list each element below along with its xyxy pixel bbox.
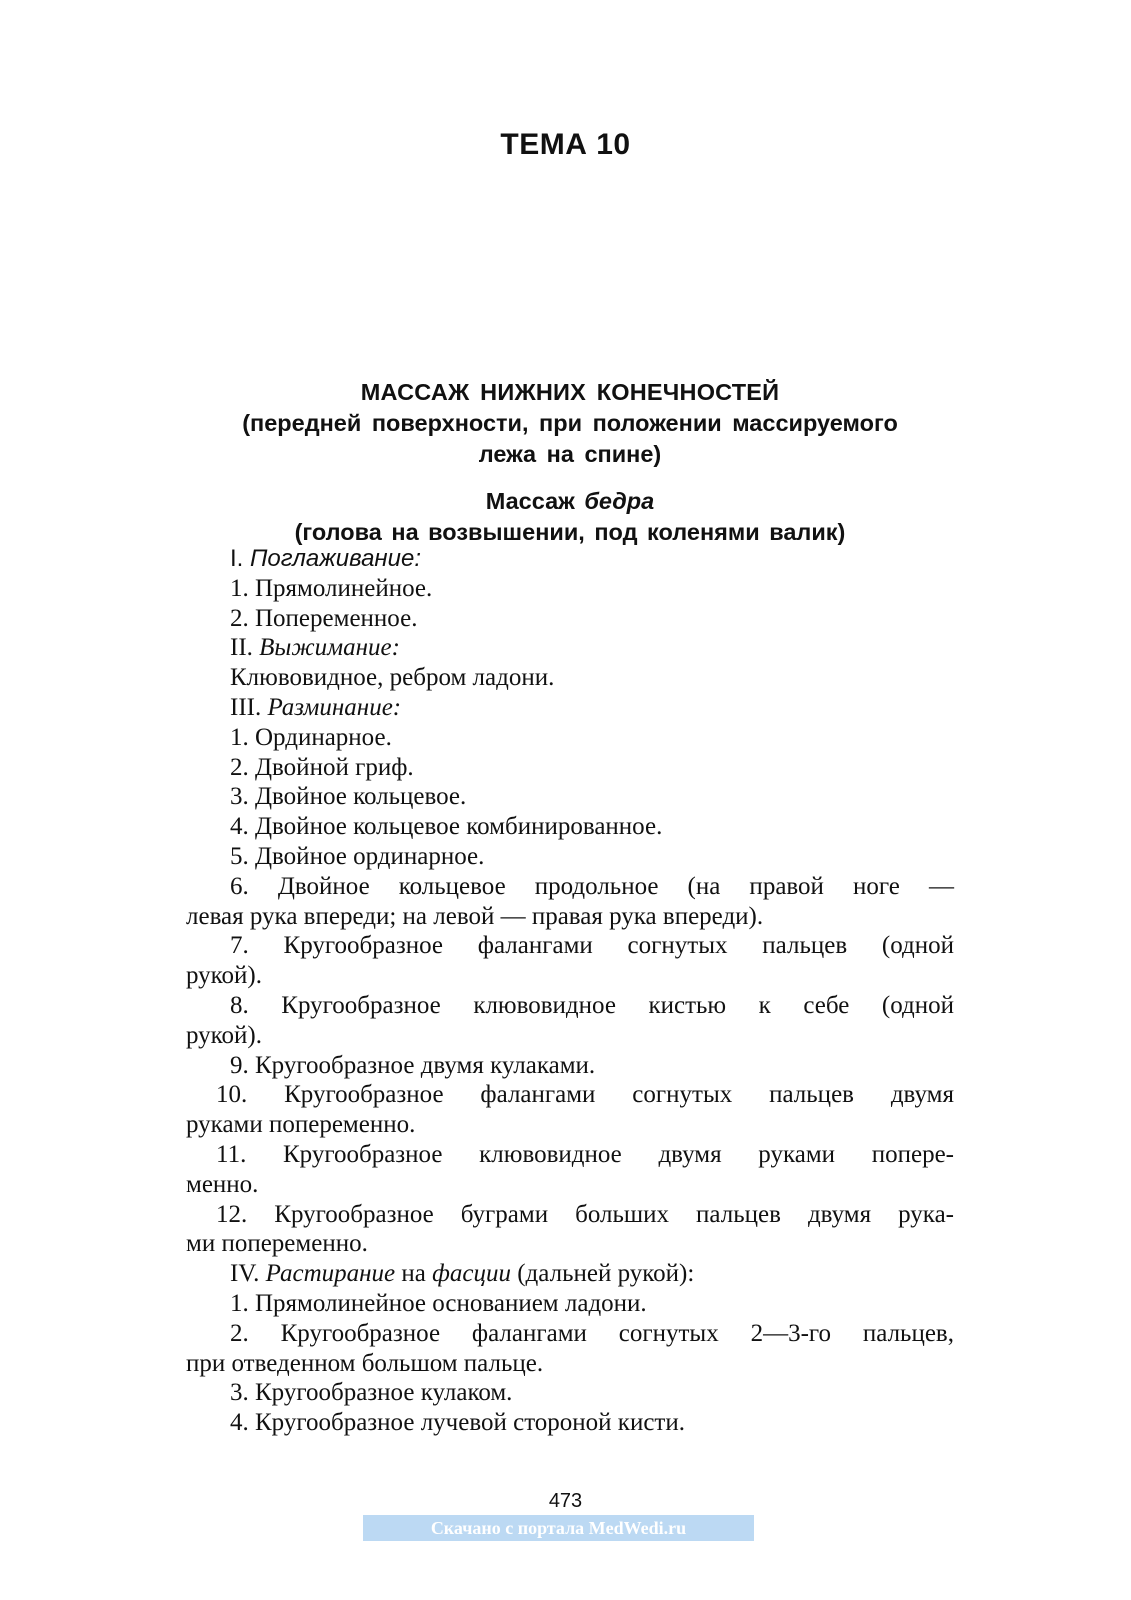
list-item: 1. Прямолинейное основанием ладони. — [230, 1289, 647, 1317]
list-item-continuation: рукой). — [186, 1021, 263, 1049]
section-4-word-on: на — [401, 1260, 426, 1288]
subheading-note: (голова на возвышении, под коленями валик) — [294, 519, 846, 545]
list-item: 4. Кругообразное лучевой стороной кисти. — [230, 1409, 685, 1437]
heading-subtitle-line-1: (передней поверхности, при положении массируемого — [242, 410, 898, 436]
section-2-text: Клювовидное, ребром ладони. — [230, 664, 555, 692]
page-number: 473 — [548, 1490, 583, 1512]
section-heading — [120, 377, 1020, 470]
section-2-title: Выжимание: — [259, 634, 400, 662]
list-item: 6. Двойное кольцевое продольное (на правой ноге — — [230, 872, 954, 900]
section-4-heading — [186, 1259, 954, 1289]
list-item-continuation: рукой). — [186, 962, 263, 990]
section-4-word-fascia: фасции — [432, 1260, 511, 1288]
subheading-word-massage: Массаж — [485, 488, 575, 514]
list-item: 7. Кругообразное фалангами согнутых пальцев (одной — [230, 932, 954, 960]
list-item: 1. Прямолинейное. — [230, 574, 433, 602]
subheading — [120, 486, 1020, 548]
list-item: 10. Кругообразное фалангами согнутых пальцев двумя — [216, 1081, 954, 1109]
list-item: 2. Кругообразное фалангами согнутых 2—3-го пальцев, — [230, 1319, 954, 1347]
section-3-heading — [186, 693, 954, 723]
section-1-title: Поглаживание: — [250, 545, 421, 572]
list-item: 12. Кругообразное буграми больших пальцев двумя рука- — [216, 1200, 954, 1228]
list-item-continuation: левая рука впереди; на левой — правая рука впереди). — [186, 902, 764, 930]
list-item: 9. Кругообразное двумя кулаками. — [230, 1051, 596, 1079]
list-item: 8. Кругообразное клювовидное кистью к себе (одной — [230, 991, 954, 1019]
section-1-numeral: I. — [230, 545, 244, 572]
list-item-continuation: руками попеременно. — [186, 1111, 416, 1139]
list-item: 5. Двойное ординарное. — [230, 842, 485, 870]
list-item-continuation: менно. — [186, 1170, 259, 1198]
list-item: 4. Двойное кольцевое комбинированное. — [230, 813, 663, 841]
topic-title: ТЕМА 10 — [500, 128, 631, 161]
download-watermark: Скачано с портала MedWedi.ru — [363, 1515, 754, 1541]
heading-subtitle-line-2: лежа на спине) — [478, 441, 662, 467]
list-item: 3. Двойное кольцевое. — [230, 783, 467, 811]
list-item: 11. Кругообразное клювовидное двумя руками попере- — [216, 1140, 954, 1168]
subheading-word-thigh: бедра — [584, 488, 655, 514]
subheading-title — [120, 486, 1020, 517]
list-item: 2. Двойной гриф. — [230, 753, 414, 781]
section-3-numeral: III. — [230, 693, 262, 721]
section-2-numeral: II. — [230, 634, 253, 662]
list-item: 2. Попеременное. — [230, 604, 418, 632]
section-4-title: Растирание — [265, 1260, 396, 1288]
body-text — [186, 544, 954, 1438]
section-2-heading — [186, 633, 954, 663]
list-item: 3. Кругообразное кулаком. — [230, 1379, 513, 1407]
section-4-tail: (дальней рукой): — [517, 1260, 695, 1288]
list-item: 1. Ординарное. — [230, 723, 392, 751]
section-3-title: Разминание: — [267, 693, 402, 721]
heading-title: МАССАЖ НИЖНИХ КОНЕЧНОСТЕЙ — [360, 379, 780, 405]
section-4-numeral: IV. — [230, 1260, 260, 1288]
section-1-heading — [186, 544, 954, 574]
list-item-continuation: ми попеременно. — [186, 1230, 368, 1258]
list-item-continuation: при отведенном большом пальце. — [186, 1349, 544, 1377]
